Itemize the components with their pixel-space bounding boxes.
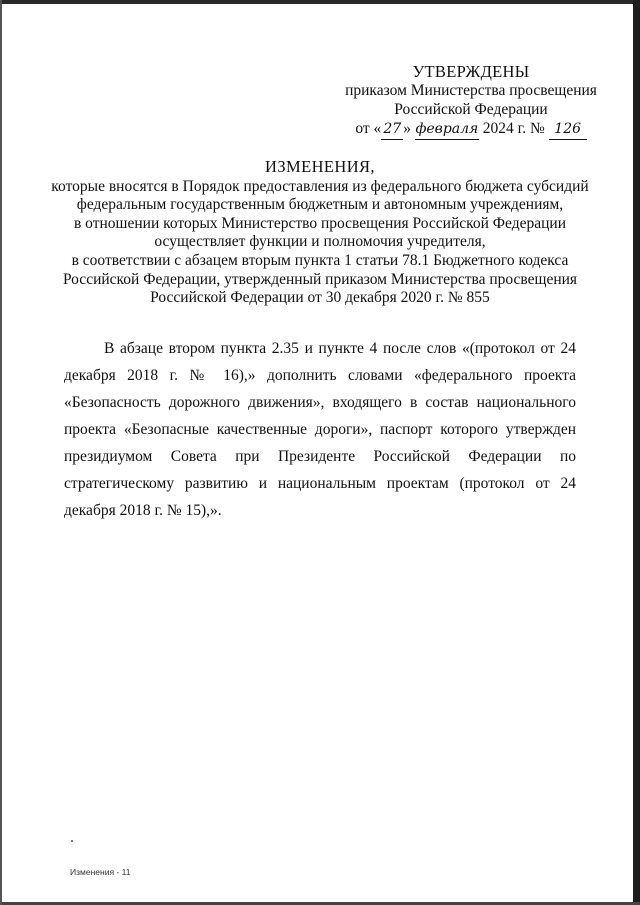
- footer-label: Изменения - 11: [70, 867, 131, 877]
- changes-line: в соответствии с абзацем вторым пункта 1 статьи 78.1 Бюджетного кодекса: [71, 251, 569, 269]
- changes-line: федеральным государственным бюджетным и автономным учреждениям,: [76, 196, 564, 214]
- changes-title: ИЗМЕНЕНИЯ,: [265, 157, 375, 176]
- scan-edge-right: [633, 0, 640, 905]
- changes-header: [40, 158, 600, 308]
- approval-line-ministry: приказом Министерства просвещения: [345, 82, 597, 99]
- changes-line: в отношении которых Министерство просвещения Российской Федерации: [73, 214, 566, 232]
- body-text: [64, 335, 576, 524]
- order-year: 2024 г. №: [482, 120, 545, 137]
- order-mid: »: [403, 120, 412, 137]
- scan-speck: [71, 840, 73, 842]
- body-paragraph: В абзаце втором пункта 2.35 и пункте 4 после слов «(протокол от 24 декабря 2018 г. № 16),» дополнить словами «федерального проекта «Безопасность дорожного движения», входящего в состав национального проекта «Безопасные качественные дороги», паспорт которого утвержден президиумом Совета при Президенте Российской Федерации по стратегическому развитию и национальным проектам (протокол от 24 декабря 2018 г. № 15),».: [64, 340, 576, 519]
- scan-edge-left: [0, 0, 2, 905]
- approval-line-federation: Российской Федерации: [394, 101, 548, 118]
- order-day-handwritten: 27: [381, 120, 403, 140]
- changes-line: Российской Федерации от 30 декабря 2020 г. № 855: [150, 289, 490, 307]
- scan-edge-top: [0, 0, 640, 4]
- changes-line: Российской Федерации, утвержденный приказом Министерства просвещения: [62, 270, 578, 288]
- approval-block: [340, 62, 602, 140]
- approval-order-line: [340, 119, 602, 140]
- order-number-handwritten: 126: [549, 120, 587, 140]
- order-prefix: от «: [355, 120, 382, 137]
- changes-line: которые вносятся в Порядок предоставления из федерального бюджета субсидий: [51, 177, 589, 195]
- order-month-handwritten: февраля: [415, 120, 479, 140]
- approval-heading: УТВЕРЖДЕНЫ: [412, 62, 530, 81]
- changes-line: осуществляет функции и полномочия учредителя,: [154, 233, 486, 251]
